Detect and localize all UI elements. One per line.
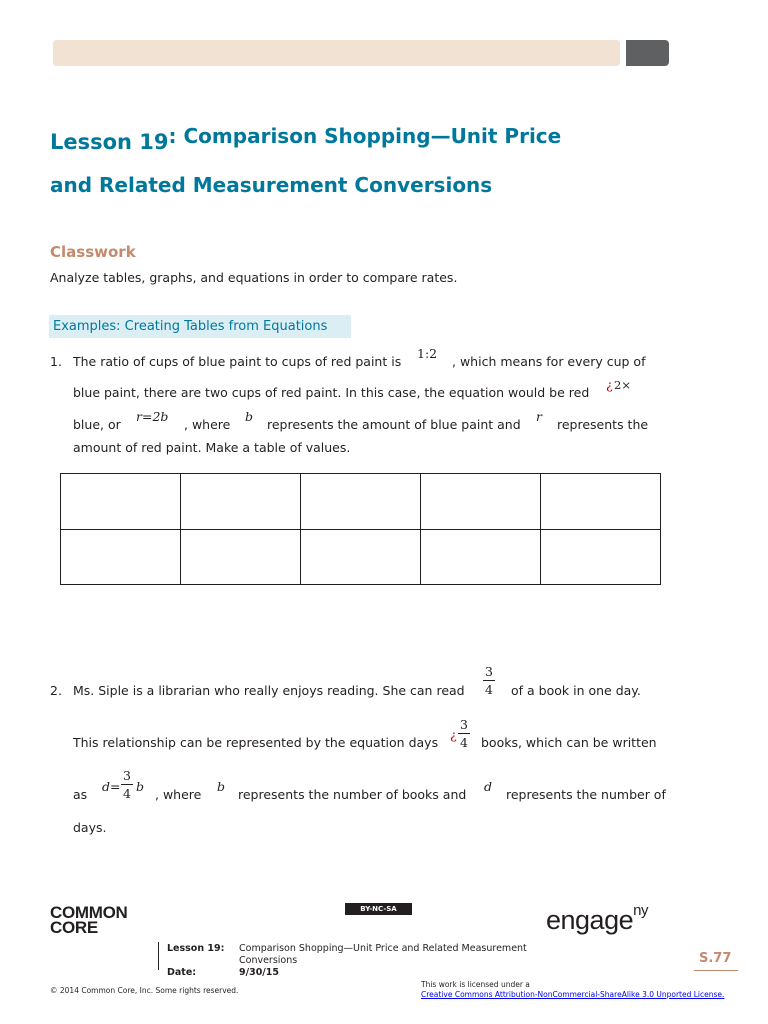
examples-heading: Examples: Creating Tables from Equations	[49, 315, 351, 338]
logo-line1: COMMON	[50, 903, 128, 922]
table-cell	[181, 474, 301, 530]
table-cell	[541, 474, 661, 530]
problem-2-text: books, which can be written	[481, 735, 657, 750]
problem-2-text: of a book in one day.	[511, 683, 641, 698]
problem-2-text: days.	[73, 820, 107, 835]
engage-text: engage	[546, 905, 634, 935]
problem-1-number: 1.	[50, 354, 62, 369]
variable-r: r	[536, 409, 542, 424]
problem-2-text: represents the number of books and	[238, 787, 467, 802]
classwork-heading: Classwork	[50, 243, 136, 261]
table-cell	[541, 529, 661, 585]
fraction-denominator: 4	[460, 735, 468, 750]
lesson-title-line2: and Related Measurement Conversions	[50, 173, 493, 197]
table-of-values	[60, 473, 661, 585]
creative-commons-badge-icon[interactable]: BY-NC-SA	[345, 903, 412, 915]
table-cell	[301, 529, 421, 585]
variable-d: d	[484, 779, 493, 794]
equation-r-2b: r=2b	[136, 409, 169, 424]
missing-symbol: ¿	[606, 377, 613, 392]
fraction-numerator: 3	[123, 768, 131, 783]
copyright-text: © 2014 Common Core, Inc. Some rights reserved.	[50, 986, 239, 995]
table-cell	[421, 474, 541, 530]
fraction-three-fourths	[483, 664, 495, 697]
table-row	[61, 474, 661, 530]
fraction-three-fourths	[121, 768, 133, 801]
table-cell	[61, 529, 181, 585]
logo-line2: CORE	[50, 918, 98, 937]
table-cell	[421, 529, 541, 585]
footer-divider	[158, 942, 159, 970]
page-number-underline	[694, 970, 738, 971]
footer-date-label: Date:	[167, 967, 197, 978]
lesson-label: Lesson 19	[50, 130, 169, 154]
page-number: S.77	[699, 951, 732, 966]
problem-2-text: represents the number of	[506, 787, 666, 802]
footer-lesson-title: Comparison Shopping—Unit Price and Related Measurement	[239, 943, 527, 954]
problem-2-text: Ms. Siple is a librarian who really enjoys reading. She can read	[73, 683, 465, 698]
problem-1-text: blue, or	[73, 417, 121, 432]
problem-1-text: blue paint, there are two cups of red paint. In this case, the equation would be red	[73, 385, 590, 400]
problem-2-text: as	[73, 787, 88, 802]
lesson-title-line1: : Comparison Shopping—Unit Price	[168, 124, 562, 148]
equation-d: d=	[102, 779, 121, 794]
fraction-denominator: 4	[485, 682, 493, 697]
variable-b: b	[217, 779, 226, 794]
fraction-three-fourths	[458, 717, 470, 750]
problem-1-text: , where	[184, 417, 231, 432]
footer-date-value: 9/30/15	[239, 967, 279, 978]
table-row	[61, 529, 661, 585]
problem-1-text: , which means for every cup of	[452, 354, 646, 369]
ratio-expression: 1:2	[417, 346, 438, 361]
variable-b: b	[245, 409, 254, 424]
license-text: This work is licensed under a	[421, 980, 530, 989]
fraction-bar	[483, 680, 495, 681]
common-core-logo	[50, 903, 128, 937]
equation-fragment: 2×	[614, 378, 631, 392]
engageny-logo	[546, 902, 648, 936]
header-bar	[53, 40, 620, 66]
problem-1-text: represents the amount of blue paint and	[267, 417, 521, 432]
missing-symbol: ¿	[450, 727, 457, 742]
engage-sup: ny	[633, 902, 648, 919]
fraction-bar	[121, 784, 133, 785]
intro-text: Analyze tables, graphs, and equations in order to compare rates.	[50, 270, 458, 285]
problem-1-text: amount of red paint. Make a table of values.	[73, 440, 351, 455]
problem-1-text: represents the	[557, 417, 649, 432]
table-cell	[61, 474, 181, 530]
problem-1-text: The ratio of cups of blue paint to cups of red paint is	[73, 354, 402, 369]
fraction-numerator: 3	[460, 717, 468, 732]
problem-2-text: , where	[155, 787, 202, 802]
table-cell	[181, 529, 301, 585]
problem-2-text: This relationship can be represented by the equation days	[73, 735, 439, 750]
fraction-numerator: 3	[485, 664, 493, 679]
footer-lesson-title-cont: Conversions	[239, 955, 298, 966]
problem-2-number: 2.	[50, 683, 62, 698]
license-link[interactable]: Creative Commons Attribution-NonCommercial-ShareAlike 3.0 Unported License.	[421, 990, 725, 999]
fraction-bar	[458, 733, 470, 734]
equation-b: b	[136, 779, 145, 794]
fraction-denominator: 4	[123, 786, 131, 801]
footer-lesson-label: Lesson 19:	[167, 943, 225, 954]
lesson-title	[50, 124, 562, 154]
table-cell	[301, 474, 421, 530]
header-bar-tab	[626, 40, 669, 66]
